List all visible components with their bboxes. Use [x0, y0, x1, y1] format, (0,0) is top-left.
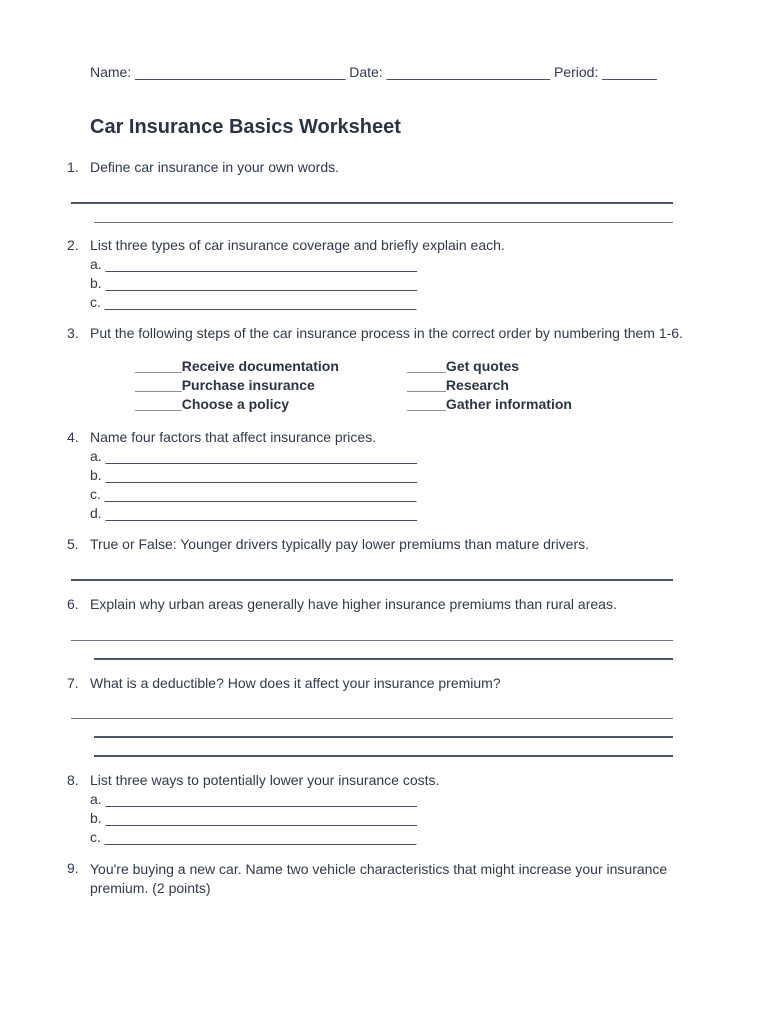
question-number: 1.	[67, 159, 79, 175]
answer-line[interactable]	[94, 736, 673, 738]
step-choose-policy[interactable]: ______Choose a policy	[135, 396, 290, 412]
answer-blank-a[interactable]: a. ________________________________________	[90, 791, 418, 807]
question-number: 3.	[67, 325, 79, 341]
answer-blank-c[interactable]: c. ________________________________________	[90, 486, 417, 502]
question-number: 2.	[67, 237, 79, 253]
answer-line[interactable]	[94, 755, 673, 757]
question-number: 7.	[67, 675, 79, 691]
student-info-header: Name: ___________________________ Date: _____________________ Period: _______	[90, 64, 657, 80]
answer-line[interactable]	[94, 222, 673, 223]
answer-line[interactable]	[71, 718, 673, 719]
question-text: Explain why urban areas generally have higher insurance premiums than rural areas.	[90, 596, 617, 612]
question-number: 8.	[67, 772, 79, 788]
answer-line[interactable]	[71, 640, 673, 641]
question-text: True or False: Younger drivers typically pay lower premiums than mature drivers.	[90, 536, 590, 552]
answer-blank-d[interactable]: d. ________________________________________	[90, 505, 418, 521]
answer-blank-b[interactable]: b. ________________________________________	[90, 467, 418, 483]
question-number: 9.	[67, 860, 79, 876]
question-text: List three ways to potentially lower your insurance costs.	[90, 772, 440, 788]
worksheet-title: Car Insurance Basics Worksheet	[90, 116, 401, 138]
answer-blank-c[interactable]: c. ________________________________________	[90, 294, 417, 310]
step-research[interactable]: _____Research	[407, 377, 509, 393]
question-text: Name four factors that affect insurance prices.	[90, 429, 377, 445]
answer-line[interactable]	[94, 658, 673, 660]
answer-blank-c[interactable]: c. ________________________________________	[90, 829, 417, 845]
answer-blank-a[interactable]: a. ________________________________________	[90, 256, 418, 272]
question-text: Define car insurance in your own words.	[90, 159, 340, 175]
answer-blank-a[interactable]: a. ________________________________________	[90, 448, 418, 464]
question-text: Put the following steps of the car insurance process in the correct order by numbering them 1-6.	[90, 325, 683, 341]
step-gather-information[interactable]: _____Gather information	[407, 396, 572, 412]
step-get-quotes[interactable]: _____Get quotes	[407, 358, 520, 374]
question-number: 6.	[67, 596, 79, 612]
answer-blank-b[interactable]: b. ________________________________________	[90, 810, 418, 826]
step-receive-documentation[interactable]: ______Receive documentation	[135, 358, 339, 374]
question-text: List three types of car insurance coverage and briefly explain each.	[90, 237, 505, 253]
answer-blank-b[interactable]: b. ________________________________________	[90, 275, 418, 291]
question-number: 5.	[67, 536, 79, 552]
question-text: What is a deductible? How does it affect your insurance premium?	[90, 675, 501, 691]
answer-line[interactable]	[71, 579, 673, 581]
step-purchase-insurance[interactable]: ______Purchase insurance	[135, 377, 315, 393]
question-number: 4.	[67, 429, 79, 445]
question-text: You're buying a new car. Name two vehicle characteristics that might increase your insurance premium. (2 points)	[90, 861, 668, 896]
answer-line[interactable]	[71, 202, 673, 204]
